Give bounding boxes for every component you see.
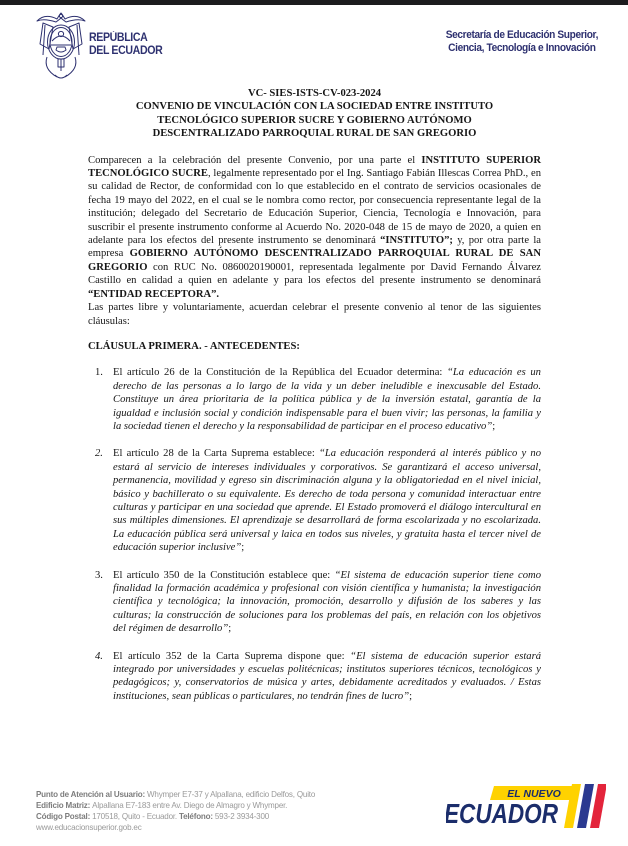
item-text: [113, 367, 541, 432]
text-segment: con RUC No. 0860020190001, representada legalmente por David Fernando Álvarez Castillo en calidad a quien en adelante y para los efectos del presente instrumento se denominará: [88, 261, 541, 287]
antecedentes-list: [88, 366, 541, 703]
text-segment: “La educación es un derecho de las personas a lo largo de la vida y un deber ineludible e inexcusable del Estado. Constituye un área prioritaria de la política pública y de la inversión estatal, garantía de la igualdad e inclusión social y condición indispensable para el buen vivir; las personas, la familia y la sociedad tienen el derecho y la responsabilidad de participar en el proceso educativo”: [113, 367, 541, 432]
item-text: [113, 570, 541, 635]
republic-of-ecuador-label: [89, 32, 162, 57]
secretaria-line1: Secretaría de Educación Superior,: [445, 29, 598, 41]
text-segment: Teléfono:: [178, 811, 215, 822]
text-segment: ;: [241, 542, 245, 554]
footer-contact-block: [36, 789, 395, 833]
text-segment: Comparecen a la celebración del presente Convenio, por una parte el: [88, 154, 422, 166]
text-segment: El artículo 26 de la Constitución de la República del Ecuador determina:: [113, 367, 448, 379]
text-segment: , legalmente representado por el Ing. Santiago Fabián Illescas Correa PhD., en su calidad de Rector, de conformidad con lo que establecido en el contrato de servicios ocasionales de fecha 19 mayo del 2022, en el cual se le nombra como rector, por consecuencia representante legal de la institución; delegado del Secretario de Educación Superior, Ciencia, Tecnología e Innovación, para suscribir el presente instrumento conforme al Acuerdo No. 2020-048 de 15 de mayo de 2020, a quien en adelante para los efectos del presente instrumento se denominará: [88, 168, 541, 247]
footer-line-attention: [36, 789, 395, 800]
ecuador-coat-of-arms-icon: [33, 11, 89, 88]
text-segment: ;: [409, 690, 413, 702]
title-line-3: DESCENTRALIZADO PARROQUIAL RURAL DE SAN GREGORIO: [152, 128, 477, 140]
document-code: VC- SIES-ISTS-CV-023-2024: [247, 88, 382, 99]
text-segment: El artículo 28 de la Carta Suprema establece:: [113, 448, 319, 460]
item-marker: 3.: [95, 569, 103, 581]
footer-website-url: [36, 822, 395, 833]
text-segment: El artículo 350 de la Constitución establece que:: [113, 569, 335, 581]
text-segment: Punto de Atención al Usuario:: [36, 789, 148, 800]
antecedente-item: [88, 366, 541, 433]
svg-text:EL NUEVO: EL NUEVO: [507, 788, 561, 800]
footer-line-postal-phone: [36, 811, 395, 822]
text-segment: Código Postal:: [36, 811, 93, 822]
republic-line1: REPÚBLICA: [89, 32, 148, 44]
parties-paragraph: Las partes libre y voluntariamente, acuerdan celebrar el presente convenio al tenor de las siguientes cláusulas:: [88, 302, 541, 327]
document-body: [88, 87, 541, 717]
antecedente-item: [88, 569, 541, 636]
title-line-1: CONVENIO DE VINCULACIÓN CON LA SOCIEDAD ENTRE INSTITUTO: [135, 101, 494, 113]
clause-heading: CLÁUSULA PRIMERA. - ANTECEDENTES:: [88, 340, 300, 352]
antecedente-item: [88, 650, 541, 704]
antecedente-item: [88, 447, 541, 554]
top-black-bar: [0, 0, 628, 5]
text-segment: y, por otra parte la empresa: [88, 235, 541, 260]
document-title: [88, 87, 541, 141]
text-segment: 170518, Quito - Ecuador.: [92, 811, 179, 822]
svg-text:ECUADOR: ECUADOR: [446, 798, 559, 829]
intro-paragraph: [88, 154, 541, 301]
secretaria-line2: Ciencia, Tecnología e Innovación: [448, 41, 596, 54]
el-nuevo-ecuador-logo-icon: [446, 783, 606, 834]
text-segment: ;: [228, 623, 232, 635]
text-segment: “INSTITUTO”;: [380, 235, 453, 247]
text-segment: “El sistema de educación superior estará integrado por universidades y escuelas politécnicas; institutos superiores técnicos, tecnológicos y pedagógicos; y, conservatorios de música y artes, debidamente acreditados y evaluados. / Estas instituciones, sean públicas o particulares, no tendrán fines de lucro”: [113, 650, 541, 702]
item-marker: 4.: [95, 650, 103, 662]
text-segment: El artículo 352 de la Carta Suprema dispone que:: [113, 650, 351, 662]
item-marker: 2.: [95, 448, 103, 460]
text-segment: Edificio Matriz:: [36, 800, 93, 811]
text-segment: ;: [492, 420, 496, 432]
text-segment: “El sistema de educación superior tiene como finalidad la formación académica y profesional con visión científica y humanista; la investigación científica y tecnológica; la innovación, promoción, desarrollo y difusión de los saberes y las culturas; la construcción de soluciones para los problemas del país, en relación con los objetivos del régimen de desarrollo”: [113, 569, 541, 635]
item-text: [113, 448, 541, 553]
text-segment: Whymper E7-37 y Alpallana, edificio Delfos, Quito: [147, 789, 316, 800]
title-line-2: TECNOLÓGICO SUPERIOR SUCRE Y GOBIERNO AUTÓNOMO: [157, 114, 472, 126]
text-segment: GOBIERNO AUTÓNOMO DESCENTRALIZADO PARROQUIAL RURAL DE SAN GREGORIO: [88, 248, 541, 273]
text-segment: “ENTIDAD RECEPTORA”.: [88, 288, 220, 300]
republic-line2: DEL ECUADOR: [89, 44, 163, 57]
text-segment: 593-2 3934-300: [214, 811, 270, 822]
text-segment: “La educación responderá al interés público y no estará al servicio de intereses individuales y corporativos. Se garantizará el acceso universal, permanencia, movilidad y egreso sin discriminación alguna y la obligatoriedad en el nivel inicial, básico y bachillerato o su equivalente. Es derecho de toda persona y comunidad interactuar entre culturas y participar en una sociedad que aprende. El Estado promoverá el diálogo intercultural en sus múltiples dimensiones. El aprendizaje se desarrollará de forma escolarizada y no escolarizada. La educación pública será universal y laica en todos sus niveles, y gratuita hasta el tercer nivel de educación superior inclusive”: [113, 448, 541, 554]
text-segment: www.educacionsuperior.gob.ec: [36, 822, 142, 833]
text-segment: INSTITUTO SUPERIOR TECNOLÓGICO SUCRE: [88, 154, 541, 180]
secretaria-label: [446, 29, 598, 54]
item-text: [113, 651, 541, 702]
text-segment: Alpallana E7-183 entre Av. Diego de Almagro y Whymper.: [92, 800, 288, 811]
footer-line-building: [36, 800, 395, 811]
item-marker: 1.: [95, 367, 103, 379]
